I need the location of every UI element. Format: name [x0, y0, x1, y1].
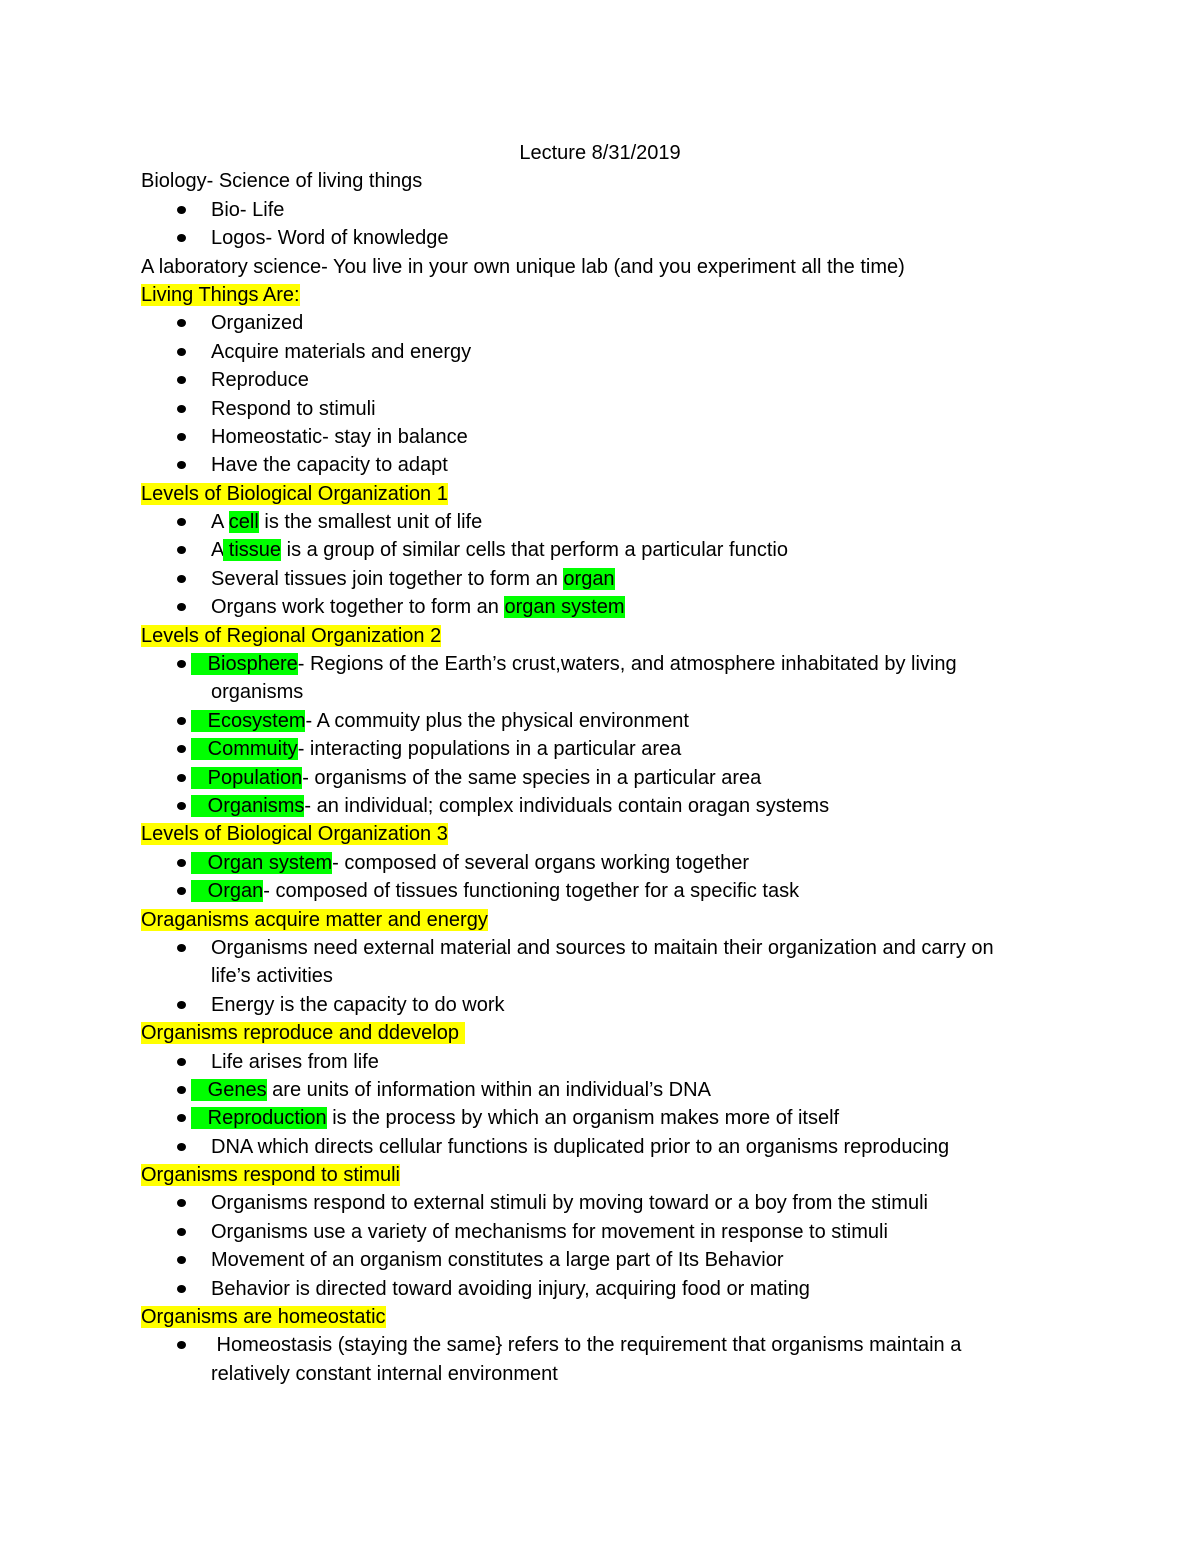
list-item: Ecosystem- A commuity plus the physical environment	[141, 707, 1141, 735]
bullet-icon	[177, 944, 186, 952]
highlighted-term: Biosphere	[191, 653, 298, 676]
list-item: Organisms respond to external stimuli by moving toward or a boy from the stimuli	[141, 1189, 1141, 1217]
section-heading: Organisms reproduce and ddevelop	[141, 1022, 465, 1045]
section-heading: Organisms respond to stimuli	[141, 1164, 400, 1187]
list-item: Acquire materials and energy	[141, 338, 1141, 366]
bullet-icon	[177, 1199, 186, 1207]
bullet-icon	[177, 1285, 186, 1293]
section-heading: Living Things Are:	[141, 283, 300, 306]
highlighted-term: organ	[563, 567, 615, 590]
section-heading: Levels of Biological Organization 3	[141, 823, 448, 846]
list-item: Organisms use a variety of mechanisms for movement in response to stimuli	[141, 1218, 1141, 1246]
list-item: Reproduction is the process by which an organism makes more of itself	[141, 1104, 1141, 1132]
bullet-icon	[177, 802, 186, 810]
text-line: A laboratory science- You live in your own unique lab (and you experiment all the time)	[141, 255, 905, 278]
list-item-continuation: relatively constant internal environment	[211, 1362, 558, 1385]
bullet-icon	[177, 206, 186, 214]
bullet-icon	[177, 1228, 186, 1236]
highlighted-term: Genes	[191, 1078, 267, 1101]
list-item: Organisms need external material and sources to maitain their organization and carry on	[141, 934, 1141, 962]
list-item: DNA which directs cellular functions is duplicated prior to an organisms reproducing	[141, 1133, 1141, 1161]
bullet-icon	[177, 234, 186, 242]
bullet-icon	[177, 575, 186, 583]
list-item: Several tissues join together to form an organ	[141, 565, 1141, 593]
list-item: Organ- composed of tissues functioning together for a specific task	[141, 877, 1141, 905]
bullet-icon	[177, 518, 186, 526]
bullet-icon	[177, 376, 186, 384]
bullet-icon	[177, 774, 186, 782]
highlighted-term: Organ	[191, 880, 264, 903]
bullet-icon	[177, 1001, 186, 1009]
highlighted-term: Commuity	[191, 738, 298, 761]
highlighted-term: Reproduction	[191, 1107, 327, 1130]
bullet-icon	[177, 461, 186, 469]
list-item: Population- organisms of the same species in a particular area	[141, 764, 1141, 792]
list-item: Organ system- composed of several organs working together	[141, 849, 1141, 877]
highlighted-term: Organ system	[191, 851, 333, 874]
highlighted-term: Population	[191, 766, 303, 789]
bullet-icon	[177, 745, 186, 753]
list-item: Homeostasis (staying the same} refers to the requirement that organisms maintain a	[141, 1331, 1141, 1359]
page-title: Lecture 8/31/2019	[519, 142, 681, 164]
text-line: Biology- Science of living things	[141, 170, 423, 193]
list-item: Logos- Word of knowledge	[141, 224, 1141, 252]
list-item: Organs work together to form an organ system	[141, 593, 1141, 621]
bullet-icon	[177, 1086, 186, 1094]
bullet-icon	[177, 1058, 186, 1066]
section-heading: Oraganisms acquire matter and energy	[141, 908, 488, 931]
list-item: Homeostatic- stay in balance	[141, 423, 1141, 451]
list-item: Behavior is directed toward avoiding injury, acquiring food or mating	[141, 1275, 1141, 1303]
list-item: Respond to stimuli	[141, 395, 1141, 423]
bullet-icon	[177, 546, 186, 554]
list-item-continuation: organisms	[211, 681, 304, 704]
bullet-icon	[177, 405, 186, 413]
bullet-icon	[177, 660, 186, 668]
bullet-icon	[177, 859, 186, 867]
bullet-icon	[177, 1114, 186, 1122]
list-item: Reproduce	[141, 366, 1141, 394]
bullet-icon	[177, 433, 186, 441]
list-item: Life arises from life	[141, 1048, 1141, 1076]
bullet-icon	[177, 319, 186, 327]
bullet-icon	[177, 887, 186, 895]
list-item: Biosphere- Regions of the Earth’s crust,waters, and atmosphere inhabitated by living	[141, 650, 1141, 678]
highlighted-term: tissue	[223, 539, 282, 562]
list-item: Bio- Life	[141, 196, 1141, 224]
highlighted-term: cell	[228, 511, 259, 534]
section-heading: Organisms are homeostatic	[141, 1306, 386, 1329]
bullet-icon	[177, 1143, 186, 1151]
bullet-icon	[177, 348, 186, 356]
bullet-icon	[177, 603, 186, 611]
section-heading: Levels of Regional Organization 2	[141, 624, 442, 647]
list-item: A tissue is a group of similar cells that perform a particular functio	[141, 536, 1141, 564]
list-item: Organized	[141, 309, 1141, 337]
list-item: Commuity- interacting populations in a particular area	[141, 735, 1141, 763]
notes-content	[141, 139, 1141, 1388]
list-item: A cell is the smallest unit of life	[141, 508, 1141, 536]
section-heading: Levels of Biological Organization 1	[141, 482, 448, 505]
bullet-icon	[177, 1256, 186, 1264]
list-item: Organisms- an individual; complex individuals contain oragan systems	[141, 792, 1141, 820]
highlighted-term: Organisms	[191, 794, 305, 817]
list-item-continuation: life’s activities	[211, 965, 333, 988]
list-item: Movement of an organism constitutes a large part of Its Behavior	[141, 1246, 1141, 1274]
bullet-icon	[177, 717, 186, 725]
bullet-icon	[177, 1341, 186, 1349]
highlighted-term: Ecosystem	[191, 709, 306, 732]
list-item: Energy is the capacity to do work	[141, 991, 1141, 1019]
list-item: Have the capacity to adapt	[141, 451, 1141, 479]
highlighted-term: organ system	[504, 596, 625, 619]
list-item: Genes are units of information within an individual’s DNA	[141, 1076, 1141, 1104]
